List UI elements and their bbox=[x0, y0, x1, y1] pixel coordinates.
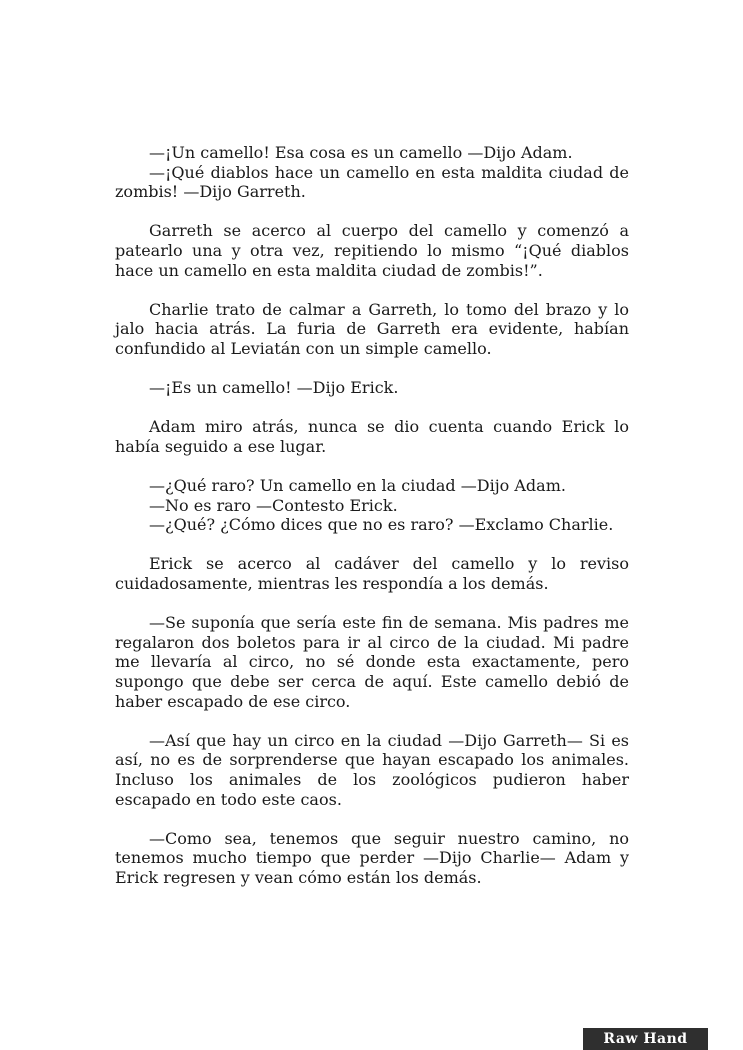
paragraph-gap bbox=[115, 711, 629, 731]
paragraph: —Así que hay un circo en la ciudad —Dijo Garreth— Si es así, no es de sorprenderse que hayan escapado los animales. Incluso los animales de los zoológicos pudieron haber escapado en todo este caos. bbox=[115, 730, 629, 809]
paragraph-gap bbox=[115, 202, 629, 222]
paragraph-gap bbox=[115, 457, 629, 477]
paragraph: —¡Es un camello! —Dijo Erick. bbox=[149, 378, 399, 398]
paragraph: —Se suponía que sería este fin de semana. Mis padres me regalaron dos boletos para ir al circo de la ciudad. Mi padre me llevaría al circo, no sé donde esta exactamente, pero supongo que debe ser cerca de aquí. Este camello debió de haber escapado de ese circo. bbox=[115, 613, 629, 711]
paragraph-gap bbox=[115, 398, 629, 418]
paragraph: —¡Un camello! Esa cosa es un camello —Dijo Adam. bbox=[149, 143, 573, 162]
paragraph-gap bbox=[115, 280, 629, 300]
paragraph: —No es raro —Contesto Erick. bbox=[149, 495, 398, 515]
paragraph-gap bbox=[115, 594, 629, 614]
paragraph-gap bbox=[115, 359, 629, 379]
paragraph: Charlie trato de calmar a Garreth, lo tomo del brazo y lo jalo hacia atrás. La furia de Garreth era evidente, habían confundido al Leviatán con un simple camello. bbox=[115, 299, 629, 358]
paragraph-gap bbox=[115, 535, 629, 555]
page-body bbox=[115, 143, 629, 888]
paragraph: —¿Qué? ¿Cómo dices que no es raro? —Exclamo Charlie. bbox=[149, 515, 614, 535]
paragraph-gap bbox=[115, 809, 629, 829]
watermark-logo: Raw Hand bbox=[583, 1028, 708, 1050]
paragraph: —¿Qué raro? Un camello en la ciudad —Dijo Adam. bbox=[149, 476, 566, 496]
paragraph: —¡Qué diablos hace un camello en esta maldita ciudad de zombis! —Dijo Garreth. bbox=[115, 162, 629, 202]
paragraph: Garreth se acerco al cuerpo del camello y comenzó a patearlo una y otra vez, repitiendo lo mismo “¡Qué diablos hace un camello en esta maldita ciudad de zombis!”. bbox=[115, 221, 629, 280]
paragraph: Erick se acerco al cadáver del camello y lo reviso cuidadosamente, mientras les respondía a los demás. bbox=[115, 554, 629, 594]
paragraph: —Como sea, tenemos que seguir nuestro camino, no tenemos mucho tiempo que perder —Dijo Charlie— Adam y Erick regresen y vean cómo están los demás. bbox=[115, 828, 629, 887]
paragraph: Adam miro atrás, nunca se dio cuenta cuando Erick lo había seguido a ese lugar. bbox=[115, 417, 629, 456]
